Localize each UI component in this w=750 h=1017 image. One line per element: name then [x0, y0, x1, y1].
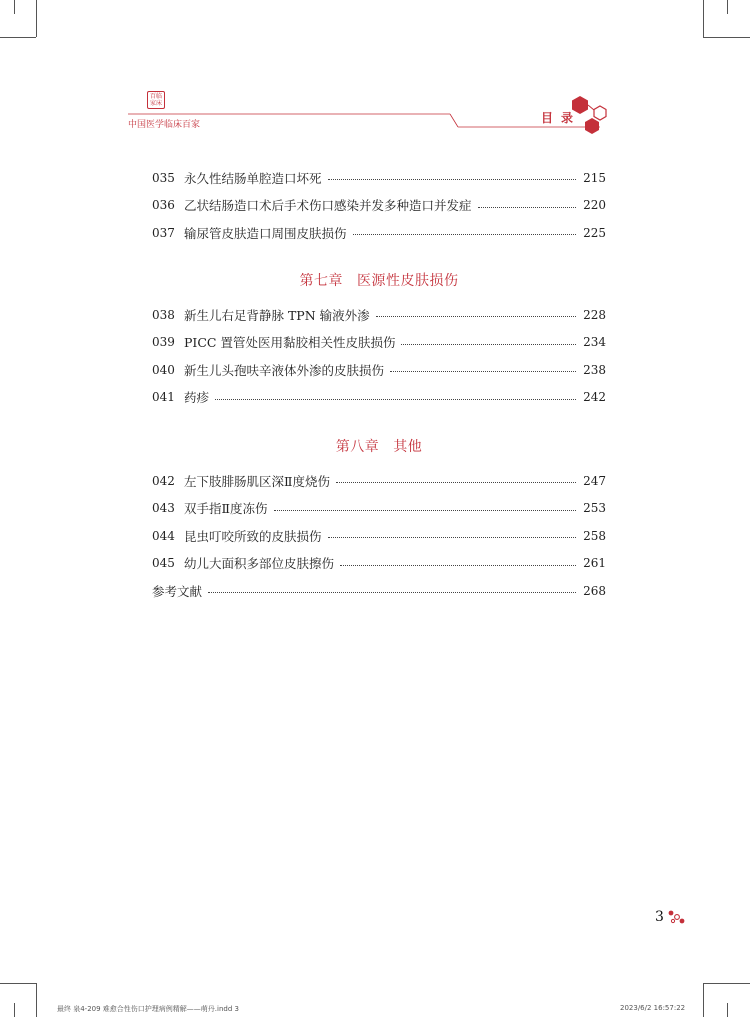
entry-title: 参考文献 [152, 583, 203, 599]
dot-leader [208, 592, 576, 593]
brand-name: 中国医学临床百家 [128, 120, 201, 130]
entry-title: 幼儿大面积多部位皮肤擦伤 [184, 556, 335, 572]
dot-leader [390, 371, 576, 372]
entry-number: 043 [152, 501, 175, 516]
entry-title: 左下肢腓肠肌区深Ⅱ度烧伤 [184, 473, 330, 489]
toc-entry[interactable] [152, 301, 606, 329]
toc-entry[interactable] [152, 164, 606, 192]
entry-page: 228 [583, 307, 606, 322]
logo-line: 家床 [149, 100, 162, 107]
toc-entry[interactable] [152, 522, 606, 550]
toc-entry[interactable] [152, 219, 606, 247]
toc-entry-references[interactable] [152, 577, 606, 605]
dot-leader [478, 207, 576, 208]
entry-title: 双手指Ⅱ度冻伤 [184, 501, 268, 517]
entry-title: 新生儿右足背静脉 TPN 输液外渗 [184, 307, 370, 323]
chapter-heading [152, 436, 606, 456]
entry-page: 258 [583, 528, 606, 543]
crop-mark [0, 983, 36, 984]
chapter-heading [152, 270, 606, 290]
entry-page: 268 [583, 583, 606, 598]
section-title: 目录 [541, 111, 582, 125]
entry-page: 238 [583, 362, 606, 377]
entry-page: 215 [583, 170, 606, 185]
page-number: 3 [655, 909, 664, 925]
toc-list [152, 467, 606, 605]
entry-page: 253 [583, 501, 606, 516]
entry-number: 038 [152, 307, 175, 322]
entry-number: 035 [152, 170, 175, 185]
entry-title: 永久性结肠单腔造口坏死 [184, 170, 322, 186]
entry-title: PICC 置管处医用黏胶相关性皮肤损伤 [184, 335, 396, 351]
header-rule [0, 0, 750, 140]
entry-number: 037 [152, 225, 175, 240]
toc-entry[interactable] [152, 329, 606, 357]
entry-number: 041 [152, 390, 175, 405]
entry-page: 242 [583, 390, 606, 405]
entry-page: 220 [583, 198, 606, 213]
logo-line: 百临 [149, 93, 162, 100]
entry-number: 040 [152, 362, 175, 377]
dot-leader [328, 537, 576, 538]
entry-page: 261 [583, 556, 606, 571]
entry-title: 药疹 [184, 390, 210, 406]
toc-entry[interactable] [152, 550, 606, 578]
crop-mark [703, 983, 704, 1017]
entry-number: 042 [152, 473, 175, 488]
entry-title: 新生儿头孢呋辛液体外渗的皮肤损伤 [184, 362, 385, 378]
footer-timestamp: 2023/6/2 16:57:22 [620, 1004, 686, 1012]
entry-title: 乙状结肠造口术后手术伤口感染并发多种造口并发症 [184, 198, 472, 214]
toc-entry[interactable] [152, 356, 606, 384]
crop-mark [36, 983, 37, 1017]
entry-number: 044 [152, 528, 175, 543]
chapter-title: 医源性皮肤损伤 [357, 273, 459, 289]
toc-entry[interactable] [152, 384, 606, 412]
toc-entry[interactable] [152, 495, 606, 523]
entry-page: 225 [583, 225, 606, 240]
dot-leader [340, 565, 576, 566]
entry-title: 昆虫叮咬所致的皮肤损伤 [184, 528, 322, 544]
dot-leader [215, 399, 576, 400]
entry-page: 234 [583, 335, 606, 350]
dot-leader [336, 482, 576, 483]
dot-leader [274, 510, 577, 511]
toc-list [152, 301, 606, 411]
entry-number: 039 [152, 335, 175, 350]
crop-mark [14, 1003, 15, 1017]
dot-leader [353, 234, 576, 235]
header-line [450, 114, 458, 127]
entry-title: 输尿管皮肤造口周围皮肤损伤 [184, 225, 347, 241]
entry-number: 036 [152, 198, 175, 213]
entry-number: 045 [152, 556, 175, 571]
crop-mark [727, 1003, 728, 1017]
entry-page: 247 [583, 473, 606, 488]
toc-list [152, 164, 606, 247]
footer-file: 最终 泉4-209 难愈合性伤口护理病例精解——萌丹.indd 3 [57, 1005, 239, 1013]
chapter-title: 其他 [393, 439, 423, 455]
dot-leader [376, 316, 576, 317]
toc-entry[interactable] [152, 467, 606, 495]
dot-leader [328, 179, 576, 180]
crop-mark [703, 983, 750, 984]
dot-leader [401, 344, 576, 345]
chapter-number: 第八章 [335, 439, 380, 455]
chapter-number: 第七章 [299, 273, 343, 289]
molecule-icon [666, 909, 686, 925]
toc-entry[interactable] [152, 192, 606, 220]
